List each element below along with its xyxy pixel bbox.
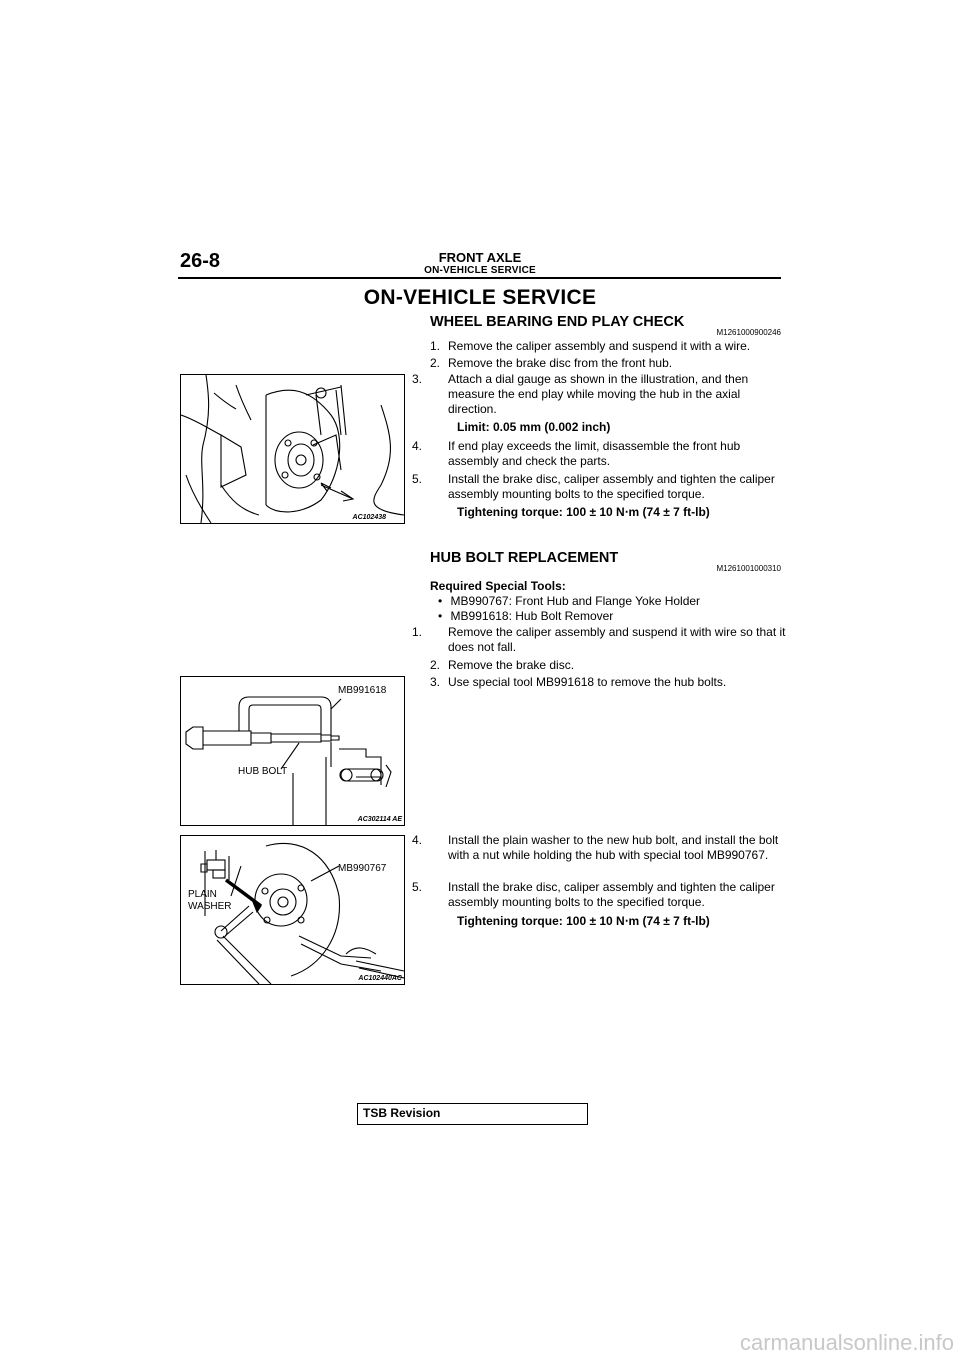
step-text: Remove the caliper assembly and suspend it with wire so that it does not fall.	[448, 625, 786, 654]
section1-step-1	[430, 339, 790, 354]
section2-step-4	[412, 833, 793, 863]
section2-torque: Tightening torque: 100 ± 10 N⋅m (74 ± 7 ft-lb)	[457, 914, 710, 928]
step-number: 4.	[412, 439, 423, 453]
step-number: 5.	[412, 880, 423, 894]
tsb-revision-box	[357, 1103, 588, 1125]
step-text: Install the brake disc, caliper assembly and tighten the caliper assembly mounting bolts to the specified torque.	[448, 880, 775, 909]
figure-dial-gauge	[180, 374, 405, 524]
step-number: 4.	[412, 833, 423, 847]
step-text: Install the brake disc, caliper assembly and tighten the caliper assembly mounting bolts to the specified torque.	[448, 472, 775, 501]
label-plain: PLAIN	[188, 889, 217, 900]
section1-step-2	[430, 356, 790, 371]
section1-step-3	[412, 372, 788, 417]
section1-title: WHEEL BEARING END PLAY CHECK	[430, 314, 685, 330]
tool-item-2	[438, 609, 613, 624]
tools-heading: Required Special Tools:	[430, 579, 566, 593]
section1-limit: Limit: 0.05 mm (0.002 inch)	[457, 420, 611, 434]
figure3-code: AC102440AC	[358, 975, 402, 982]
section2-code: M1261001000310	[716, 564, 781, 573]
figure1-code: AC102438	[352, 514, 386, 521]
tool-text: MB990767: Front Hub and Flange Yoke Holder	[450, 594, 701, 608]
figure-hub-bolt-remover	[180, 676, 405, 826]
tsb-revision-label: TSB Revision	[363, 1106, 441, 1120]
label-hub-bolt: HUB BOLT	[238, 766, 288, 777]
section2-step-1	[412, 625, 793, 655]
section1-code: M1261000900246	[716, 328, 781, 337]
bullet: •	[438, 609, 443, 623]
step-text: Remove the brake disc.	[448, 658, 575, 672]
step-text: Install the plain washer to the new hub bolt, and install the bolt with a nut while holding the hub with special tool MB990767.	[448, 833, 779, 862]
step-number: 1.	[412, 625, 423, 639]
section1-step-5	[412, 472, 788, 502]
step-text: Remove the caliper assembly and suspend it with a wire.	[448, 339, 751, 353]
label-mb990767: MB990767	[338, 863, 387, 874]
step-text: Remove the brake disc from the front hub.	[448, 356, 673, 370]
figure2-code: AC302114 AE	[357, 816, 402, 823]
step-number: 2.	[430, 356, 441, 370]
dial-gauge-illustration	[181, 375, 404, 523]
main-title: ON-VEHICLE SERVICE	[363, 286, 597, 309]
section1-torque: Tightening torque: 100 ± 10 N⋅m (74 ± 7 ft-lb)	[457, 505, 710, 519]
hub-bolt-remover-illustration	[181, 677, 404, 825]
step-text: If end play exceeds the limit, disassemble the front hub assembly and check the parts.	[448, 439, 741, 468]
header-rule	[178, 277, 781, 279]
step-number: 5.	[412, 472, 423, 486]
section2-step-2	[430, 658, 790, 673]
page-number: 26-8	[180, 250, 221, 272]
tool-item-1	[438, 594, 700, 609]
step-number: 3.	[430, 675, 441, 689]
step-number: 1.	[430, 339, 441, 353]
watermark: carmanualsonline.info	[739, 1330, 954, 1355]
section2-title: HUB BOLT REPLACEMENT	[430, 550, 619, 566]
label-mb991618: MB991618	[338, 685, 387, 696]
section2-step-3	[430, 675, 790, 690]
header-subtitle: ON-VEHICLE SERVICE	[424, 265, 536, 276]
label-washer: WASHER	[188, 901, 232, 912]
section2-step-5	[412, 880, 793, 910]
section1-step-4	[412, 439, 788, 469]
tool-text: MB991618: Hub Bolt Remover	[450, 609, 614, 623]
step-text: Use special tool MB991618 to remove the hub bolts.	[448, 675, 727, 689]
header-title: FRONT AXLE	[438, 250, 522, 265]
step-number: 3.	[412, 372, 423, 386]
bullet: •	[438, 594, 443, 608]
figure-hub-holder	[180, 835, 405, 985]
step-number: 2.	[430, 658, 441, 672]
step-text: Attach a dial gauge as shown in the illustration, and then measure the end play while moving the hub in the axial direction.	[448, 372, 749, 416]
